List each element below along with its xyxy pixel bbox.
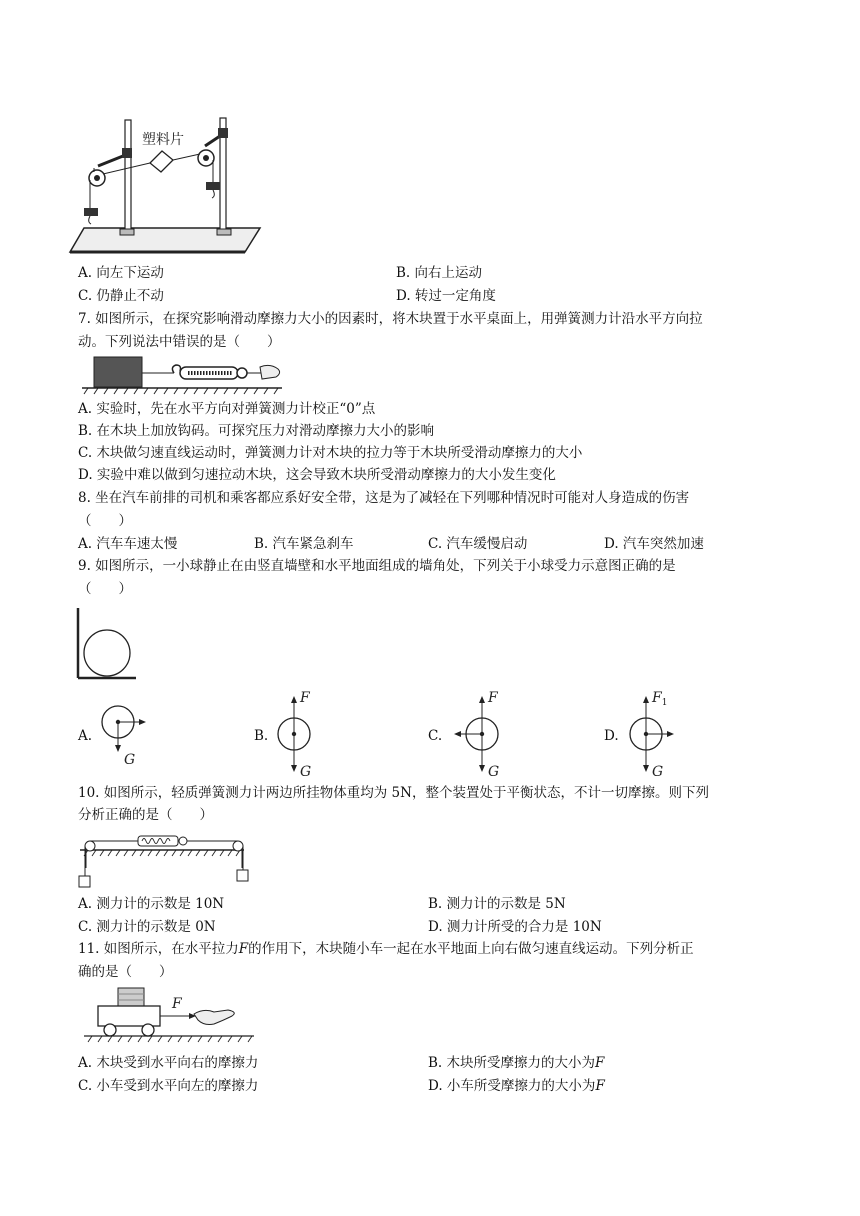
q10-figure xyxy=(76,828,256,890)
q11-option-b[interactable]: B. 木块所受摩擦力的大小为F xyxy=(428,1055,605,1071)
q7-stem-line1: 7. 如图所示，在探究影响滑动摩擦力大小的因素时，将木块置于水平桌面上，用弹簧测力计沿水平方向拉 xyxy=(78,311,703,327)
q11-stem-line2: 确的是（ ） xyxy=(78,964,173,980)
q7-option-b[interactable]: B. 在木块上加放钩码。可探究压力对滑动摩擦力大小的影响 xyxy=(78,423,435,439)
q8-option-b[interactable]: B. 汽车紧急刹车 xyxy=(254,536,354,552)
q8-stem-line1: 8. 坐在汽车前排的司机和乘客都应系好安全带，这是为了减轻在下列哪种情况时可能对人身造成的伤害 xyxy=(78,490,690,506)
q9-diagram-d xyxy=(620,688,690,780)
q9-a-g-label: G xyxy=(124,752,136,768)
q8-option-a[interactable]: A. 汽车车速太慢 xyxy=(78,536,178,552)
q6-option-d[interactable]: D. 转过一定角度 xyxy=(396,288,496,304)
q9-option-b[interactable]: B. xyxy=(254,728,269,744)
q9-diagram-c xyxy=(446,688,506,780)
q9-diagram-a xyxy=(98,700,158,770)
q11-option-c[interactable]: C. 小车受到水平向左的摩擦力 xyxy=(78,1078,259,1094)
q9-c-g-label: G xyxy=(488,764,500,780)
q9-d-g-label: G xyxy=(652,764,664,780)
q9-option-c[interactable]: C. xyxy=(428,728,443,744)
q9-stem-line2: （ ） xyxy=(78,581,132,597)
q7-option-c[interactable]: C. 木块做匀速直线运动时，弹簧测力计对木块的拉力等于木块所受滑动摩擦力的大小 xyxy=(78,445,583,461)
q10-stem-line2: 分析正确的是（ ） xyxy=(78,807,213,823)
q6-option-b[interactable]: B. 向右上运动 xyxy=(396,265,483,281)
q6-plastic-label: 塑料片 xyxy=(142,132,184,148)
q9-diagram-b xyxy=(270,688,320,780)
q9-corner-figure xyxy=(76,608,136,680)
q8-option-c[interactable]: C. 汽车缓慢启动 xyxy=(428,536,528,552)
q9-b-g-label: G xyxy=(300,764,312,780)
q10-option-b[interactable]: B. 测力计的示数是 5N xyxy=(428,896,566,912)
q11-figure xyxy=(84,986,284,1048)
q9-option-a[interactable]: A. xyxy=(78,728,93,744)
q7-stem-line2: 动。下列说法中错误的是（ ） xyxy=(78,334,281,350)
q10-option-a[interactable]: A. 测力计的示数是 10N xyxy=(78,896,225,912)
q7-option-a[interactable]: A. 实验时，先在水平方向对弹簧测力计校正“0”点 xyxy=(78,401,376,417)
q8-stem-line2: （ ） xyxy=(78,513,132,529)
q9-d-f1-label: $F_1$ xyxy=(652,690,668,708)
q11-stem-line1: 11. 如图所示，在水平拉力F的作用下，木块随小车一起在水平地面上向右做匀速直线运动。下列分析正 xyxy=(78,941,694,957)
q11-f-label: F xyxy=(172,996,182,1012)
q9-stem-line1: 9. 如图所示，一小球静止在由竖直墙壁和水平地面组成的墙角处，下列关于小球受力示意图正确的是 xyxy=(78,558,676,574)
q11-option-d[interactable]: D. 小车所受摩擦力的大小为F xyxy=(428,1078,605,1094)
q9-c-f-label: F xyxy=(488,690,498,706)
q6-option-c[interactable]: C. 仍静止不动 xyxy=(78,288,164,304)
q9-option-d[interactable]: D. xyxy=(604,728,619,744)
q7-figure xyxy=(82,355,292,397)
q11-option-a[interactable]: A. 木块受到水平向右的摩擦力 xyxy=(78,1055,259,1071)
q6-option-a[interactable]: A. 向左下运动 xyxy=(78,265,164,281)
q10-stem-line1: 10. 如图所示，轻质弹簧测力计两边所挂物体重均为 5N，整个装置处于平衡状态，不计一切摩擦。则下列 xyxy=(78,785,709,801)
q8-option-d[interactable]: D. 汽车突然加速 xyxy=(604,536,704,552)
q10-option-c[interactable]: C. 测力计的示数是 0N xyxy=(78,919,216,935)
q9-b-f-label: F xyxy=(300,690,310,706)
q7-option-d[interactable]: D. 实验中难以做到匀速拉动木块，这会导致木块所受滑动摩擦力的大小发生变化 xyxy=(78,467,556,483)
q10-option-d[interactable]: D. 测力计所受的合力是 10N xyxy=(428,919,602,935)
q6-figure xyxy=(70,108,270,258)
